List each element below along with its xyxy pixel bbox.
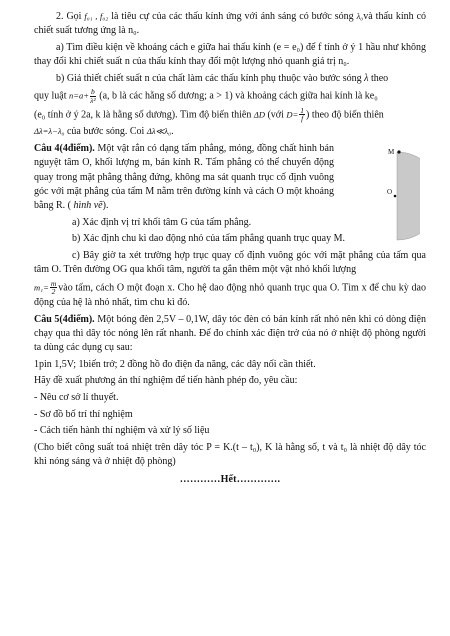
- delta-lambda-condition: Δλ≪λ₀: [146, 126, 172, 137]
- q5-statement: Câu 5(4điểm). Một bóng đèn 2,5V – 0,1W, dây tóc đèn có bán kính rất nhỏ nên khi có dòng điện chạy qua thì dây tóc nóng lên rất nhanh. Để đo chính xác điện trở của nó ở nhiệt độ phòng người ta dùng các dụng cụ sau:: [34, 313, 426, 353]
- q4-part-a: a) Xác định vị trí khối tâm G của tấm phẳng.: [72, 216, 252, 228]
- q4-part-c: c) Bây giờ ta xét trường hợp trục quay cố định vuông góc với mặt phẳng của tấm qua tâm O. Trên đường OG qua khối tâm, người ta gắn thêm một vật nhỏ khối lượng: [34, 249, 426, 276]
- q5-heading: Câu 5(4điểm).: [34, 313, 95, 325]
- semicircle-figure: [330, 148, 420, 244]
- q2-part-b-line4: Δλ=λ−λ₀ của bước sóng. Coi Δλ≪λ₀.: [34, 126, 174, 138]
- semicircle-outline: [353, 152, 397, 240]
- q2-part-b-line1: [34, 72, 426, 86]
- document-page: [34, 10, 426, 490]
- law-prefix: quy luật: [34, 90, 69, 102]
- m1-fraction: $\frac{m}{2}$: [50, 278, 57, 297]
- q4-heading: Câu 4(4điểm).: [34, 143, 95, 155]
- lambda-symbol: λ: [364, 72, 369, 84]
- d-formula: D=: [286, 109, 299, 120]
- q5-task: Hãy đề xuất phương án thí nghiệm để tiến hành phép đo, yêu cầu:: [34, 375, 298, 387]
- axis-m-point: [397, 151, 400, 154]
- q2-part-b-line3: (e₀ tính ở ý 2a, k là hằng số dương). Tìm độ biến thiên ΔD (với D= $\frac{1}{f}$ ) theo độ biến thiên: [34, 105, 384, 124]
- q4-part-c-cont: m₁= $\frac{m}{2}$ vào tấm, cách O một đoạn x. Cho hệ dao động nhỏ quanh trục qua O. Tìm x để chu kỳ dao động của hệ là nhỏ nhất, tìm chu kì đó.: [34, 278, 426, 308]
- q2-intro-text-2: là tiêu cự của các thấu kính ứng với ánh sáng có bước sóng: [108, 11, 357, 22]
- q5-req-theory: - Nêu cơ sở lí thuyết.: [34, 391, 119, 403]
- q4-part-b: b) Xác định chu kì dao động nhỏ của tấm phẳng quanh trục quay M.: [72, 233, 345, 245]
- q2-part-b-text-3: (e₀ tính ở ý 2a, k là hằng số dương). Tìm độ biến thiên: [34, 109, 254, 121]
- q2-intro-text: 2. Gọi: [56, 11, 85, 22]
- center-o-point: [394, 195, 397, 198]
- q4-statement: Câu 4(4điểm). Một vật rắn có dạng tấm phẳng, mỏng, đồng chất hình bán nguyệt tâm O, khối lượng m, bán kính R. Tấm phẳng có thể chuyển động quay trong mặt phẳng thẳng đứng, không ma sát quanh trục cố định vuông góc với mặt phẳng của tấm M nằm trên đường kính và cách O một khoảng bằng R. ( hình vẽ).: [34, 143, 334, 211]
- semicircle-plate: [397, 152, 420, 240]
- q5-req-procedure: - Cách tiến hành thí nghiệm và xử lý số liệu: [34, 425, 210, 437]
- q2-intro-text-3: và thấu kính có chiết suất tương ứng là n₀.: [34, 11, 427, 37]
- law-text: (a, b là các hằng số dương; a > 1) và khoảng cách giữa hai kính là ke₀: [96, 90, 378, 102]
- figure-reference: hình vẽ: [70, 199, 103, 211]
- d-fraction: $\frac{1}{f}$: [300, 105, 304, 124]
- end-marker: …………Hết………….: [179, 474, 281, 486]
- delta-d-symbol: ΔD: [253, 109, 265, 120]
- q2-part-a: a) Tìm điều kiện về khoảng cách e giữa hai thấu kính (e = e₀) để f tính ở ý 1 hầu như không thay đổi khi chiết suất n của thấu kính thay đổi một lượng nhỏ quanh giá trị n₀.: [34, 41, 426, 68]
- q2-part-b-law: [34, 88, 426, 104]
- q2-part-b-text-2: theo: [368, 72, 389, 84]
- m1-formula: m₁=: [34, 282, 49, 293]
- law-fraction: $\frac{b}{\text{λ²}}$: [90, 87, 96, 105]
- label-m: M: [388, 148, 395, 157]
- law-formula: n=a+: [69, 90, 89, 101]
- lambda0-symbol: λ₀: [356, 11, 364, 21]
- q5-note: (Cho biết công suất toả nhiệt trên dây tóc P = K.(t – t₀), K là hằng số, t và t₀ là nhiệt độ dây tóc khi nóng sáng và ở nhiệt độ phòng): [34, 442, 426, 468]
- delta-lambda-formula: Δλ=λ−λ₀: [34, 126, 65, 137]
- q5-equipment: 1pin 1,5V; 1biến trở; 2 đồng hồ đo điện đa năng, các dây nối cần thiết.: [34, 358, 316, 370]
- label-o: O: [387, 188, 393, 197]
- q4-block: [34, 142, 426, 310]
- focal-lengths-symbol: f₀₁ , f₀₂: [84, 11, 109, 21]
- q5-req-diagram: - Sơ đồ bố trí thí nghiệm: [34, 408, 133, 420]
- q2-part-b-text: b) Giả thiết chiết suất n của chất làm các thấu kính phụ thuộc vào bước sóng: [56, 72, 365, 84]
- q2-intro: [34, 10, 426, 38]
